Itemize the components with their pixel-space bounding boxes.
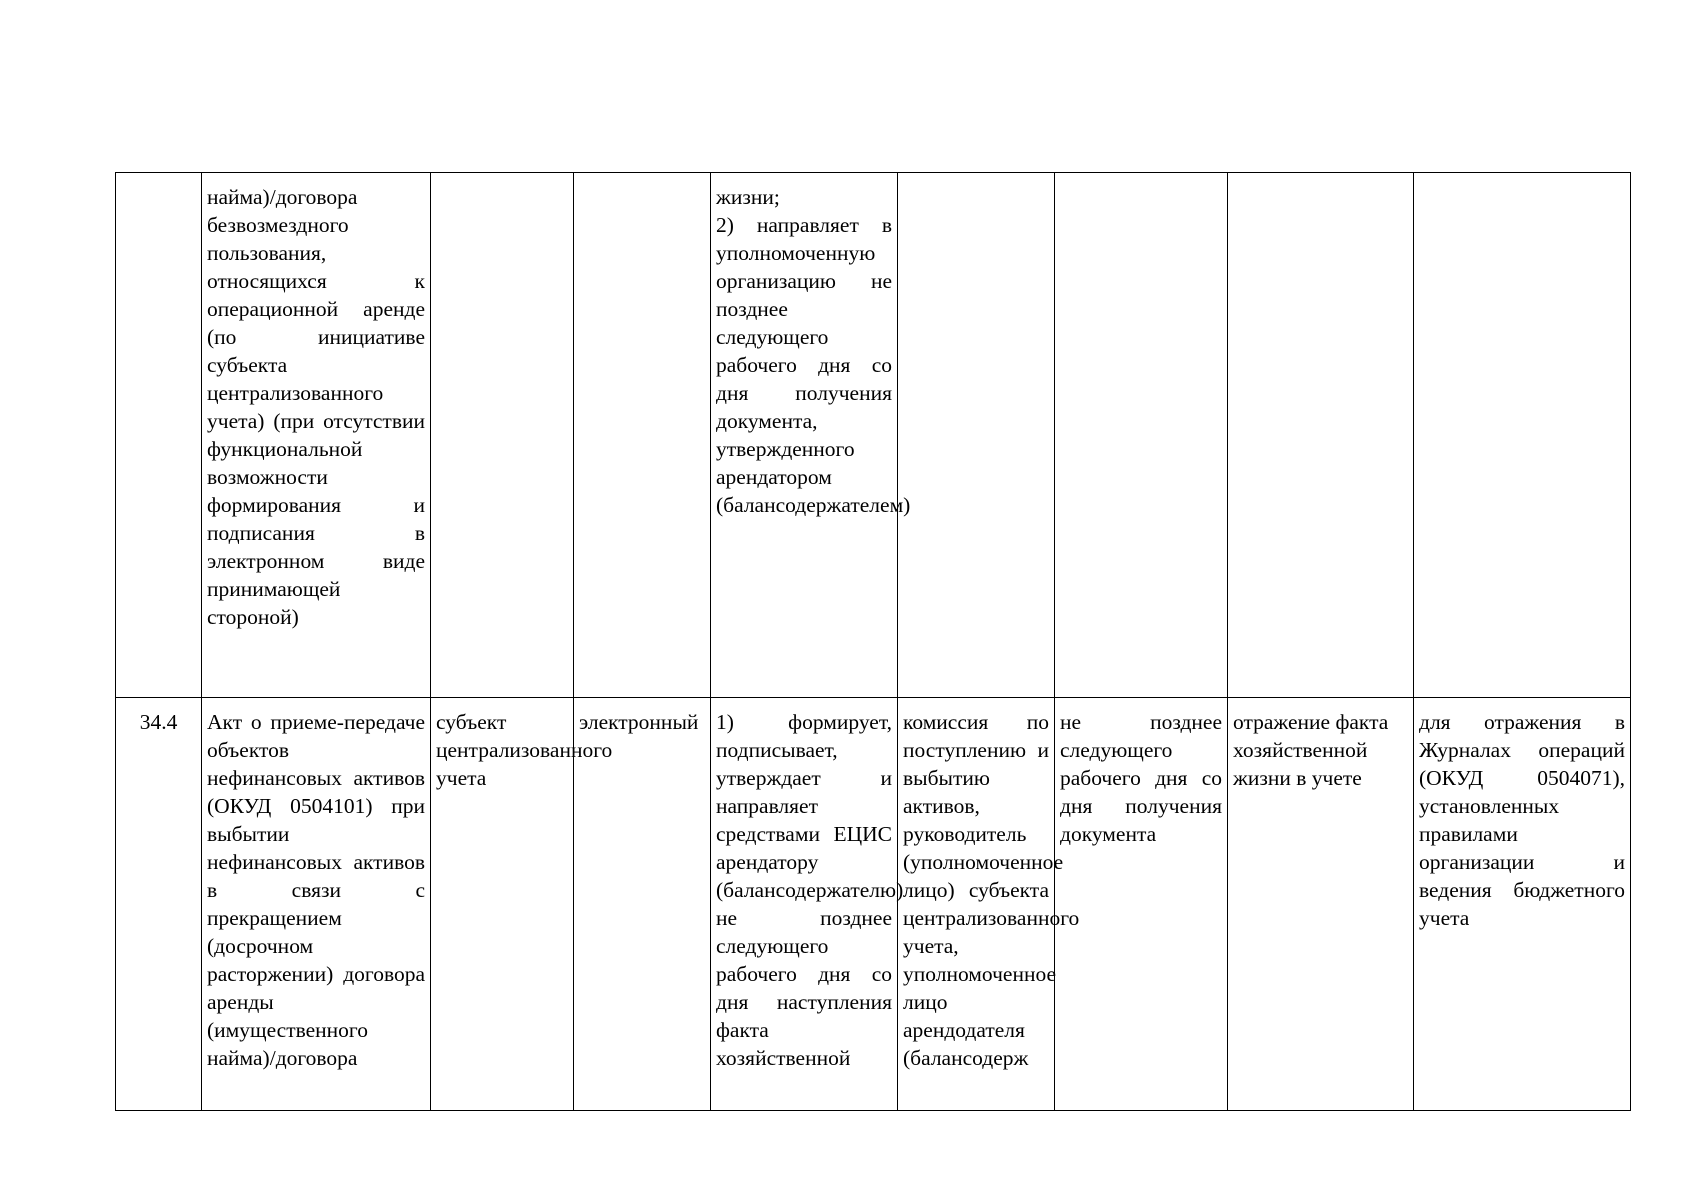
form-cell: электронный: [574, 698, 711, 1111]
document-name-cell: найма)/договора безвозмездного пользования, относящихся к операционной аренде (по инициативе субъекта централизованного учета) (при отсутствии функциональной возможности формирования и подписания в электронном виде принимающей стороной): [202, 173, 431, 698]
procedure-cell: жизни; 2) направляет в уполномоченную организацию не позднее следующего рабочего дня со дня получения документа, утвержденного арендатором (балансодержателем): [711, 173, 898, 698]
records-cell: для отражения в Журналах операций (ОКУД 0504071), установленных правилами организации и ведения бюджетного учета: [1414, 698, 1631, 1111]
deadline-cell: не позднее следующего рабочего дня со дня получения документа: [1055, 698, 1228, 1111]
preparer-cell: [431, 173, 574, 698]
records-cell: [1414, 173, 1631, 698]
accounting-documents-table: [115, 172, 1631, 1111]
table-row: [116, 173, 1631, 698]
signers-cell: [898, 173, 1055, 698]
signers-cell: комиссия по поступлению и выбытию активов, руководитель (уполномоченное лицо) субъекта централизованного учета, уполномоченное лицо арендодателя (балансодерж: [898, 698, 1055, 1111]
row-number-cell: [116, 173, 202, 698]
table-row: [116, 698, 1631, 1111]
purpose-cell: отражение факта хозяйственной жизни в учете: [1228, 698, 1414, 1111]
form-cell: [574, 173, 711, 698]
row-number-cell: 34.4: [116, 698, 202, 1111]
deadline-cell: [1055, 173, 1228, 698]
preparer-cell: субъект централизованного учета: [431, 698, 574, 1111]
purpose-cell: [1228, 173, 1414, 698]
procedure-cell: 1) формирует, подписывает, утверждает и направляет средствами ЕЦИС арендатору (балансодержателю) не позднее следующего рабочего дня со дня наступления факта хозяйственной: [711, 698, 898, 1111]
document-name-cell: Акт о приеме-передаче объектов нефинансовых активов (ОКУД 0504101) при выбытии нефинансовых активов в связи с прекращением (досрочном расторжении) договора аренды (имущественного найма)/договора: [202, 698, 431, 1111]
